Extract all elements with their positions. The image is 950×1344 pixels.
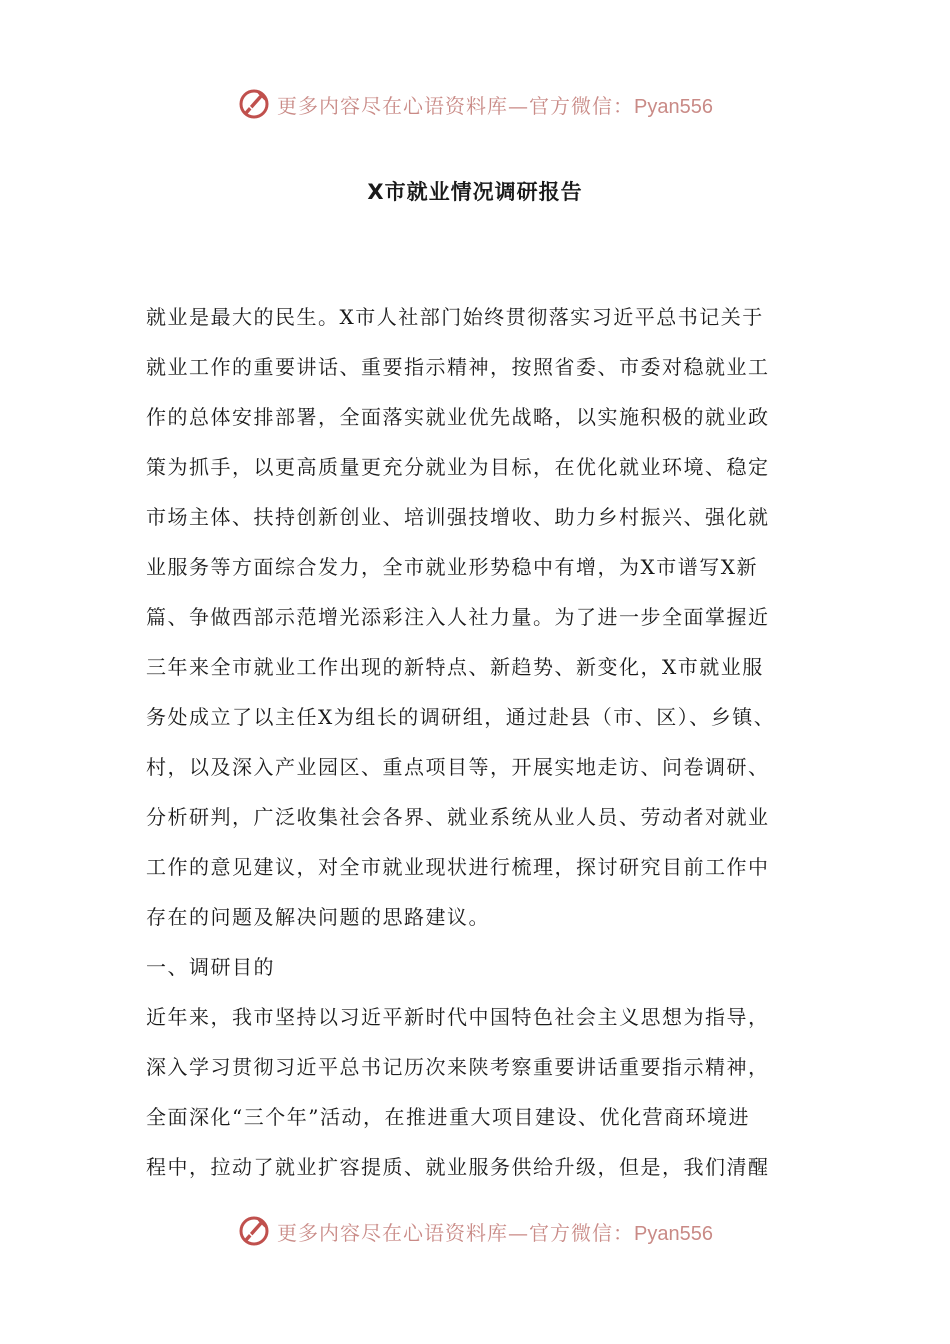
watermark-label: 更多内容尽在心语资料库—官方微信： — [277, 93, 635, 118]
text-line: 务处成立了以主任X为组长的调研组，通过赴县（市、区）、乡镇、 — [146, 705, 776, 729]
text-line: 一、调研目的 — [146, 955, 275, 979]
text-line: 策为抓手，以更高质量更充分就业为目标，在优化就业环境、稳定 — [146, 455, 770, 479]
text-line: 近年来，我市坚持以习近平新时代中国特色社会主义思想为指导， — [146, 1005, 770, 1029]
pen-logo-icon — [237, 1214, 271, 1248]
text-line: 存在的问题及解决问题的思路建议。 — [146, 905, 490, 929]
text-line: 作的总体安排部署，全面落实就业优先战略，以实施积极的就业政 — [146, 405, 770, 429]
text-line: 就业是最大的民生。X市人社部门始终贯彻落实习近平总书记关于 — [146, 305, 764, 329]
document-body — [146, 297, 826, 1197]
text-line: 篇、争做西部示范增光添彩注入人社力量。为了进一步全面掌握近 — [146, 605, 770, 629]
wechat-id: Pyan556 — [634, 95, 713, 118]
text-line: 程中，拉动了就业扩容提质、就业服务供给升级，但是，我们清醒 — [146, 1155, 770, 1179]
text-line: 村，以及深入产业园区、重点项目等，开展实地走访、问卷调研、 — [146, 755, 770, 779]
watermark-text — [277, 1217, 713, 1246]
text-line: 深入学习贯彻习近平总书记历次来陕考察重要讲话重要指示精神， — [146, 1055, 770, 1079]
text-line: 就业工作的重要讲话、重要指示精神，按照省委、市委对稳就业工 — [146, 355, 770, 379]
text-line: 业服务等方面综合发力，全市就业形势稳中有增，为X市谱写X新 — [146, 555, 758, 579]
text-line: 分析研判，广泛收集社会各界、就业系统从业人员、劳动者对就业 — [146, 805, 770, 829]
text-line: 工作的意见建议，对全市就业现状进行梳理，探讨研究目前工作中 — [146, 855, 770, 879]
text-line: 市场主体、扶持创新创业、培训强技增收、助力乡村振兴、强化就 — [146, 505, 770, 529]
page-title: X市就业情况调研报告 — [367, 180, 583, 204]
watermark-label: 更多内容尽在心语资料库—官方微信： — [277, 1220, 635, 1245]
pen-logo-icon — [237, 87, 271, 121]
footer-watermark — [0, 1211, 950, 1251]
watermark-text — [277, 90, 713, 119]
text-line: 全面深化“三个年”活动，在推进重大项目建设、优化营商环境进 — [146, 1105, 750, 1129]
wechat-id: Pyan556 — [634, 1222, 713, 1245]
text-line: 三年来全市就业工作出现的新特点、新趋势、新变化，X市就业服 — [146, 655, 764, 679]
header-watermark — [0, 84, 950, 124]
